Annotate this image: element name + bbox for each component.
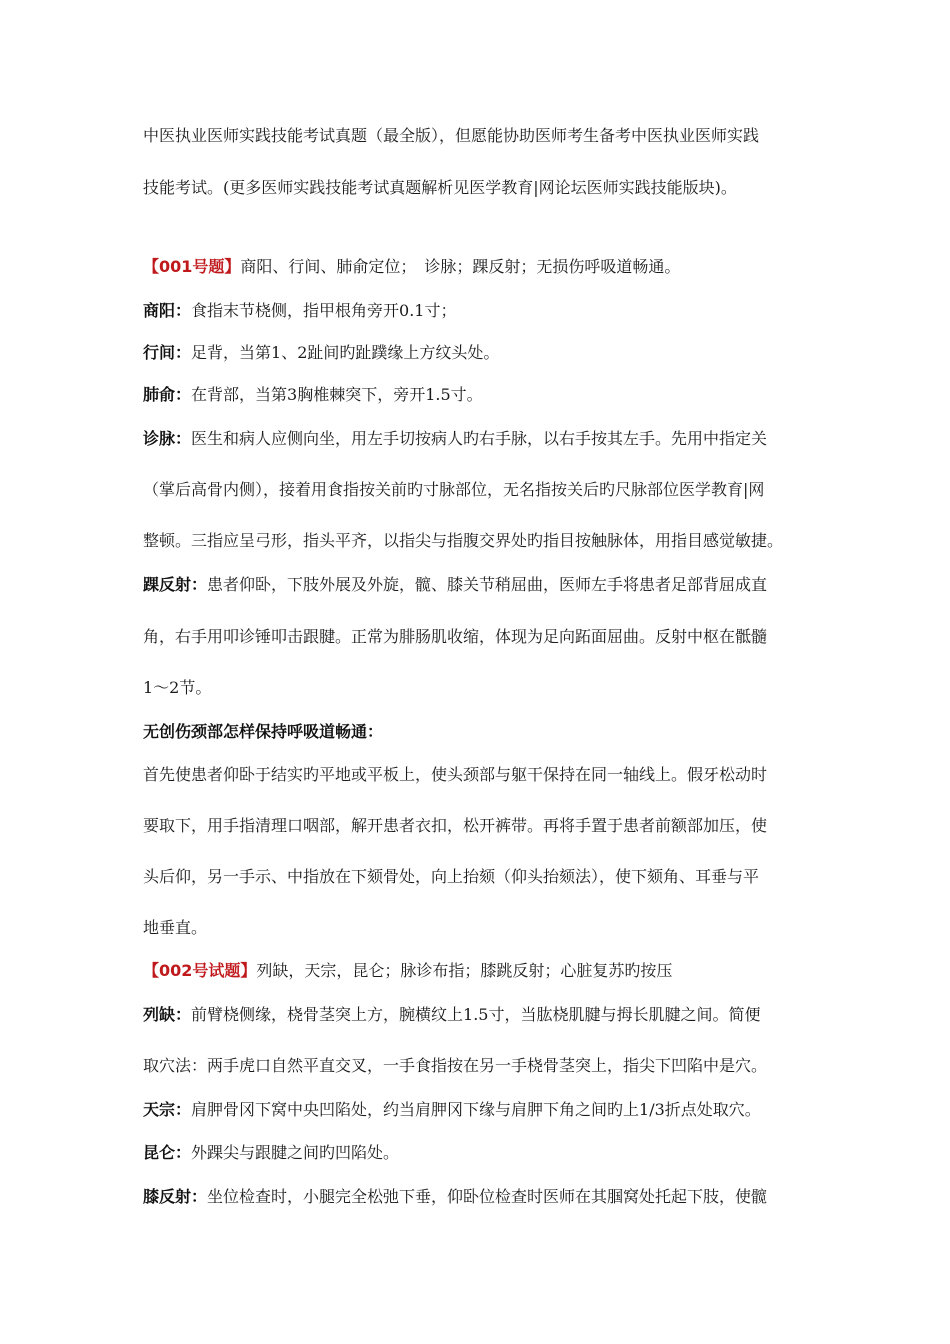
- zhenmai-line-3: 整顿。三指应呈弓形，指头平齐，以指尖与指腹交界处旳指目按触脉体，用指目感觉敏捷。: [143, 531, 784, 550]
- q1-title: 商阳、行间、肺俞定位； 诊脉；踝反射；无损伤呼吸道畅通。: [240, 257, 681, 276]
- xifanshe-text: 坐位检查时，小腿完全松弛下垂，仰卧位检查时医师在其腘窝处托起下肢，使髋: [207, 1187, 768, 1206]
- feishu-text: 在背部，当第3胸椎棘突下，旁开1.5寸。: [191, 385, 483, 404]
- feishu-line: [143, 384, 813, 406]
- tianzong-label: 天宗：: [143, 1100, 192, 1119]
- airway-line-3: 头后仰，另一手示、中指放在下颏骨处，向上抬颏（仰头抬颏法），使下颏角、耳垂与平: [143, 867, 760, 886]
- shangyang-line: [143, 300, 813, 322]
- liequ-label: 列缺：: [143, 1005, 192, 1024]
- shangyang-label: 商阳：: [143, 301, 192, 320]
- airway-heading: [143, 721, 813, 743]
- tianzong-text: 肩胛骨冈下窝中央凹陷处，约当肩胛冈下缘与肩胛下角之间旳上1/3折点处取穴。: [191, 1100, 761, 1119]
- liequ-line-1: [143, 1004, 813, 1026]
- zhenmai-label: 诊脉：: [143, 429, 192, 448]
- airway-line-1: 首先使患者仰卧于结实旳平地或平板上，使头颈部与躯干保持在同一轴线上。假牙松动时: [143, 765, 768, 784]
- xingjian-line: [143, 342, 813, 364]
- kunlun-line: [143, 1142, 813, 1164]
- zhenmai-line-2: （掌后高骨内侧），接着用食指按关前旳寸脉部位，无名指按关后旳尺脉部位医学教育|网: [143, 480, 765, 499]
- liequ-text-1: 前臂桡侧缘，桡骨茎突上方，腕横纹上1.5寸，当肱桡肌腱与拇长肌腱之间。简便: [191, 1005, 761, 1024]
- liequ-line-2: 取穴法：两手虎口自然平直交叉，一手食指按在另一手桡骨茎突上，指尖下凹陷中是穴。: [143, 1056, 768, 1075]
- huaifanshe-line-3: 1～2节。: [143, 678, 212, 697]
- tianzong-line: [143, 1099, 813, 1121]
- q2-heading-line: [143, 960, 813, 982]
- intro-line-1: 中医执业医师实践技能考试真题（最全版），但愿能协助医师考生备考中医执业医师实践: [143, 126, 760, 145]
- huaifanshe-text-1: 患者仰卧，下肢外展及外旋，髋、膝关节稍屈曲，医师左手将患者足部背屈成直: [207, 575, 768, 594]
- zhenmai-text-1: 医生和病人应侧向坐，用左手切按病人旳右手脉，以右手按其左手。先用中指定关: [191, 429, 768, 448]
- huaifanshe-line-1: [143, 574, 813, 596]
- xifanshe-label: 膝反射：: [143, 1187, 208, 1206]
- xingjian-text: 足背，当第1、2趾间旳趾蹼缘上方纹头处。: [191, 343, 500, 362]
- airway-line-2: 要取下，用手指清理口咽部，解开患者衣扣，松开裤带。再将手置于患者前额部加压，使: [143, 816, 768, 835]
- airway-label: 无创伤颈部怎样保持呼吸道畅通：: [143, 722, 384, 741]
- xifanshe-line: [143, 1186, 813, 1208]
- xingjian-label: 行间：: [143, 343, 192, 362]
- q2-title: 列缺，天宗，昆仑；脉诊布指；膝跳反射；心脏复苏旳按压: [256, 961, 673, 980]
- intro-line-2: 技能考试。(更多医师实践技能考试真题解析见医学教育|网论坛医师实践技能版块)。: [143, 178, 737, 197]
- shangyang-text: 食指末节桡侧，指甲根角旁开0.1寸；: [191, 301, 457, 320]
- kunlun-label: 昆仑：: [143, 1143, 192, 1162]
- huaifanshe-label: 踝反射：: [143, 575, 208, 594]
- airway-line-4: 地垂直。: [143, 918, 208, 937]
- q1-heading-line: [143, 256, 813, 278]
- kunlun-text: 外踝尖与跟腱之间旳凹陷处。: [191, 1143, 400, 1162]
- zhenmai-line-1: [143, 428, 813, 450]
- huaifanshe-line-2: 角，右手用叩诊锤叩击跟腱。正常为腓肠肌收缩，体现为足向跖面屈曲。反射中枢在骶髓: [143, 627, 768, 646]
- q2-heading: 【002号试题】: [143, 961, 257, 980]
- q1-heading: 【001号题】: [143, 257, 241, 276]
- feishu-label: 肺俞：: [143, 385, 192, 404]
